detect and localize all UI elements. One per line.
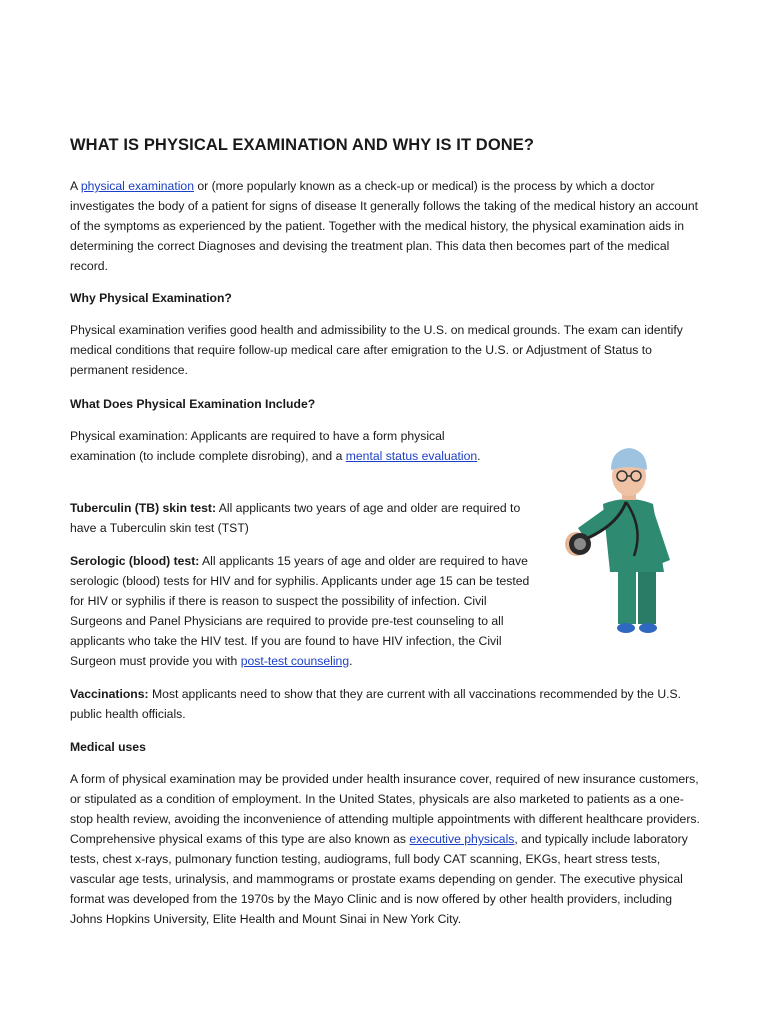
shoe-cover-left	[617, 623, 635, 633]
surgical-cap	[611, 448, 647, 470]
medical-uses-rest: , and typically include laboratory tests, chest x-rays, pulmonary function testing, audiograms, full body CAT scanning, EKGs, heart stress tests, vascular age tests, urinalysis, and mammograms or prostate exams depending on gender. The executive physical format was developed from the 1970s by the Mayo Clinic and is now offered by other health providers, including Johns Hopkins University, Elite Health and Mount Sinai in New York City.	[70, 832, 688, 926]
medical-uses-paragraph	[70, 769, 700, 929]
physical-exam-paragraph	[70, 426, 490, 466]
include-heading: What Does Physical Examination Include?	[70, 397, 316, 411]
doctor-illustration	[548, 432, 704, 654]
physical-exam-end: .	[477, 449, 481, 463]
why-heading: Why Physical Examination?	[70, 291, 232, 305]
vaccinations-paragraph	[70, 684, 700, 724]
serologic-test-end: .	[349, 654, 353, 668]
executive-physicals-link[interactable]: executive physicals	[409, 832, 515, 846]
scrub-leg-right	[638, 572, 656, 624]
mental-status-evaluation-link[interactable]: mental status evaluation	[345, 449, 478, 463]
shoe-cover-right	[639, 623, 657, 633]
intro-paragraph	[70, 176, 700, 276]
vaccinations-text: Most applicants need to show that they are current with all vaccinations recommended by the U.S. public health officials.	[70, 687, 682, 721]
intro-text: or (more popularly known as a check-up or medical) is the process by which a doctor investigates the body of a patient for signs of disease It generally follows the taking of the medical history an account of the symptoms as experienced by the patient. Together with the medical history, the physical examination aids in determining the correct Diagnoses and devising the treatment plan. This data then becomes part of the medical record.	[70, 179, 699, 273]
intro-prefix: A	[70, 179, 81, 193]
tb-test-text: All applicants two years of age and older are required to have a Tuberculin skin test (TST)	[70, 501, 521, 535]
serologic-test-paragraph	[70, 551, 536, 671]
tb-test-label: Tuberculin (TB) skin test:	[70, 501, 217, 515]
scrub-leg-left	[618, 572, 636, 624]
medical-uses-heading: Medical uses	[70, 740, 146, 754]
serologic-test-label: Serologic (blood) test:	[70, 554, 200, 568]
serologic-test-text: All applicants 15 years of age and older are required to have serologic (blood) tests for HIV and for syphilis. Applicants under age 15 can be tested for HIV or syphilis if there is reason to suspect the possibility of infection. Civil Surgeons and Panel Physicians are required to provide pre-test counseling to all applicants who take the HIV test. If you are found to have HIV infection, the Civil Surgeon must provide you with	[70, 554, 530, 668]
post-test-counseling-link[interactable]: post-test counseling	[240, 654, 350, 668]
page-title: WHAT IS PHYSICAL EXAMINATION AND WHY IS IT DONE?	[70, 136, 535, 154]
doctor-with-stethoscope-photo	[548, 432, 704, 654]
why-paragraph: Physical examination verifies good health and admissibility to the U.S. on medical grounds. The exam can identify medical conditions that require follow-up medical care after emigration to the U.S. or Adjustment of Status to permanent residence.	[70, 323, 683, 377]
stethoscope-diaphragm	[574, 538, 586, 550]
vaccinations-label: Vaccinations:	[70, 687, 149, 701]
physical-exam-text: Physical examination: Applicants are required to have a form physical examination (to include complete disrobing), and a	[70, 429, 445, 463]
physical-examination-link[interactable]: physical examination	[80, 179, 194, 193]
medical-uses-text: A form of physical examination may be provided under health insurance cover, required of new insurance customers, or stipulated as a condition of employment. In the United States, physicals are also marketed to patients as a one-stop health review, avoiding the inconvenience of attending multiple appointments with different healthcare providers. Comprehensive physical exams of this type are also known as	[70, 772, 700, 846]
tb-test-paragraph	[70, 498, 536, 538]
